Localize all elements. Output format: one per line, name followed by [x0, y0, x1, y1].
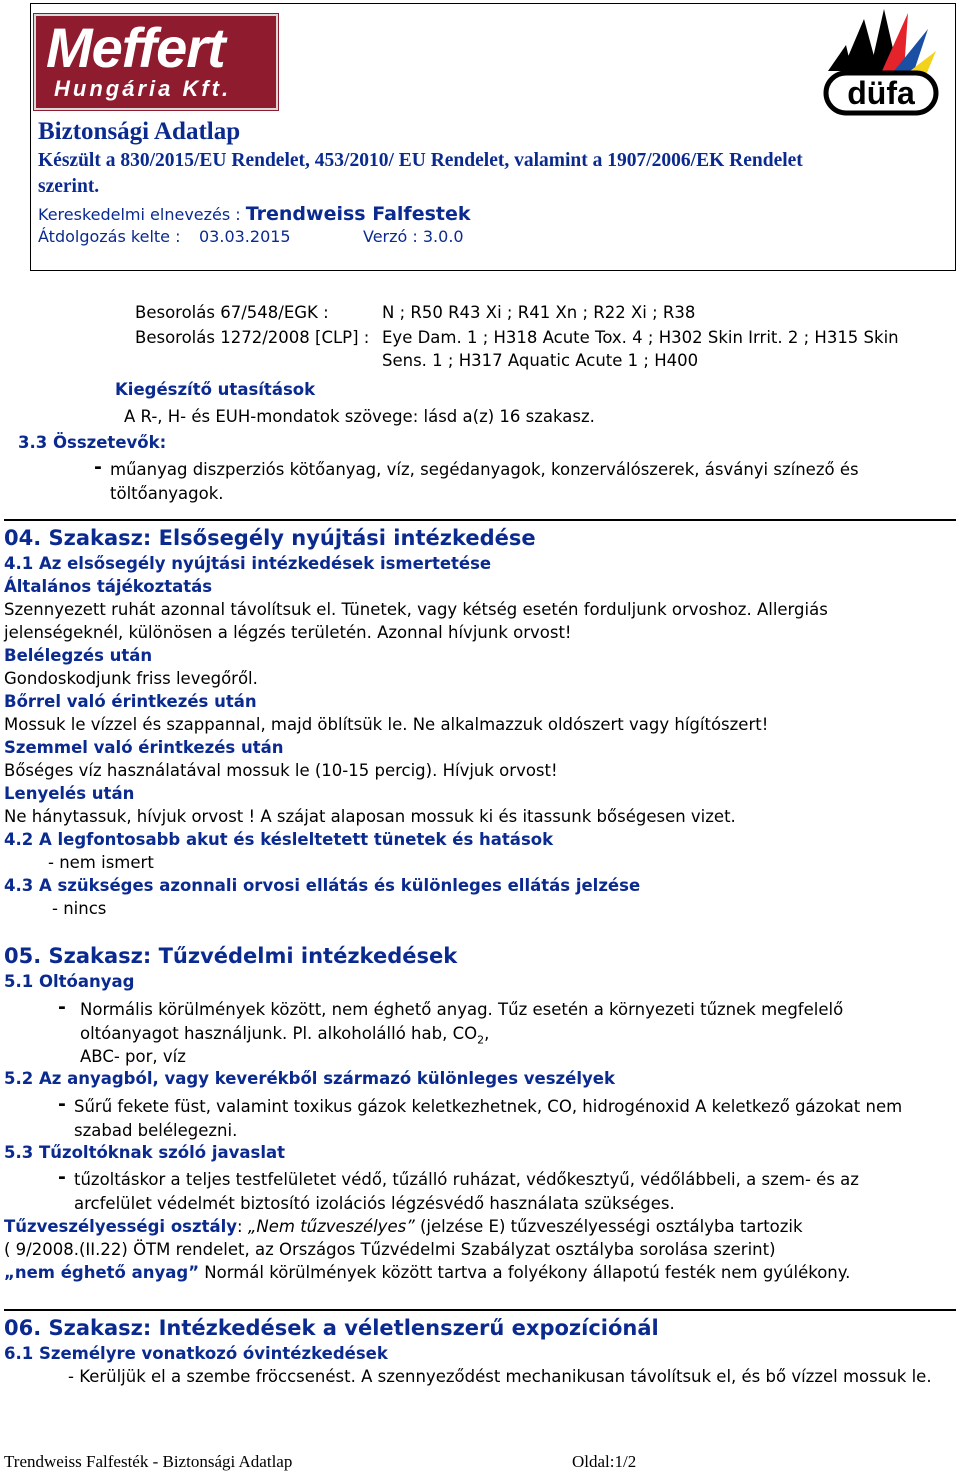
composition-line2: töltőanyagok. — [110, 484, 224, 503]
logo-line2: Hungária Kft. — [54, 76, 232, 101]
section6-heading: 06. Szakasz: Intézkedések a véletlenszerű expozíciónál — [4, 1316, 659, 1340]
revision-date: 03.03.2015 — [199, 227, 291, 246]
eu67-value: N ; R50 R43 Xi ; R41 Xn ; R22 Xi ; R38 — [382, 303, 696, 322]
revision-label: Átdolgozás kelte : — [38, 227, 181, 246]
clp-value-line1: Eye Dam. 1 ; H318 Acute Tox. 4 ; H302 Skin Irrit. 2 ; H315 Skin — [382, 328, 899, 347]
section-divider-6 — [4, 1309, 956, 1311]
clp-value-line2: Sens. 1 ; H317 Aquatic Acute 1 ; H400 — [382, 351, 699, 370]
supplementary-heading: Kiegészítő utasítások — [115, 380, 316, 399]
composition-dash: - — [94, 456, 102, 478]
section5-sub1: 5.1 Oltóanyag — [4, 972, 135, 991]
section5-sub3-line2: arcfelület védelmét biztosító izolációs légzésvédő használata szükséges. — [74, 1194, 675, 1213]
fire-class-line2: ( 9/2008.(II.22) ÖTM rendelet, az Országos Tűzvédelmi Szabályzat osztályba sorolása szerint) — [4, 1240, 776, 1259]
ingestion-heading: Lenyelés után — [4, 784, 135, 803]
section-divider-4 — [4, 519, 956, 521]
fire-class-rest: (jelzése E) tűzveszélyességi osztályba tartozik — [414, 1217, 803, 1236]
inhalation-text: Gondoskodjunk friss levegőről. — [4, 669, 258, 688]
regulation-line-2: szerint. — [38, 176, 100, 197]
section4-heading: 04. Szakasz: Elsősegély nyújtási intézkedése — [4, 526, 536, 550]
section4-sub3: 4.3 A szükséges azonnali orvosi ellátás és különleges ellátás jelzése — [4, 876, 641, 895]
fire-class-label: Tűzveszélyességi osztály — [4, 1217, 238, 1236]
section5-sub1-line3: ABC- por, víz — [80, 1047, 186, 1066]
version-label: Verzó : 3.0.0 — [363, 227, 464, 246]
co2-subscript: 2 — [477, 1033, 485, 1047]
nonflammable-bold: „nem éghető anyag” — [4, 1263, 200, 1282]
footer-left: Trendweiss Falfesték - Biztonsági Adatlap — [4, 1452, 293, 1471]
dufa-logo — [822, 5, 940, 117]
section4-sub3-text: - nincs — [52, 899, 107, 918]
eye-text: Bőséges víz használatával mossuk le (10-15 percig). Hívjuk orvost! — [4, 761, 558, 780]
section5-sub2: 5.2 Az anyagból, vagy keverékből származó különleges veszélyek — [4, 1069, 615, 1088]
section5-sub1-line2 — [80, 1024, 489, 1046]
section5-sub2-line1: Sűrű fekete füst, valamint toxikus gázok keletkezhetnek, CO, hidrogénoxid A keletkező gázokat nem — [74, 1097, 903, 1116]
inhalation-heading: Belélegzés után — [4, 646, 153, 665]
regulation-line-1: Készült a 830/2015/EU Rendelet, 453/2010/ EU Rendelet, valamint a 1907/2006/EK Rendelet — [38, 150, 803, 171]
ingestion-text: Ne hánytassuk, hívjuk orvost ! A szájat alaposan mossuk ki és itassunk bőségesen vizet. — [4, 807, 736, 826]
trade-name-row — [38, 203, 471, 225]
trade-name-label: Kereskedelmi elnevezés : — [38, 205, 241, 224]
general-line1: Szennyezett ruhát azonnal távolítsuk el. Tünetek, vagy kétség esetén forduljunk orvoshoz. Allergiás — [4, 600, 828, 619]
section5-sub2-line2: szabad belélegezni. — [74, 1121, 238, 1140]
section5-sub2-dash: - — [58, 1093, 66, 1115]
section5-sub3-line1: tűzoltáskor a teljes testfelületet védő, tűzálló ruházat, védőkesztyű, védőlábbeli, a szem- és az — [74, 1170, 859, 1189]
nonflammable-line — [4, 1263, 850, 1282]
section4-sub2: 4.2 A legfontosabb akut és késleltetett tünetek és hatások — [4, 830, 554, 849]
supplementary-text: A R-, H- és EUH-mondatok szövege: lásd a(z) 16 szakasz. — [124, 407, 595, 426]
section4-sub1: 4.1 Az elsősegély nyújtási intézkedések ismertetése — [4, 554, 492, 573]
section5-sub1-line2-comma: , — [484, 1024, 490, 1043]
skin-text: Mossuk le vízzel és szappannal, majd öblítsük le. Ne alkalmazzuk oldószert vagy hígítószert! — [4, 715, 769, 734]
clp-label: Besorolás 1272/2008 [CLP] : — [135, 328, 370, 347]
section5-sub1-dash: - — [58, 996, 66, 1018]
fire-class-value: „Nem tűzveszélyes” — [247, 1217, 415, 1236]
dufa-logo-text: düfa — [847, 75, 915, 111]
meffert-logo — [34, 14, 278, 110]
logo-line1: Meffert — [46, 16, 225, 79]
section6-sub1: 6.1 Személyre vonatkozó óvintézkedések — [4, 1344, 388, 1363]
composition-line1: műanyag diszperziós kötőanyag, víz, segédanyagok, konzerválószerek, ásványi színező és — [110, 460, 859, 479]
fire-class-colon: : — [237, 1217, 248, 1236]
section6-sub1-text: - Kerüljük el a szembe fröccsenést. A szennyeződést mechanikusan távolítsuk el, és bő vízzel mossuk le. — [68, 1367, 932, 1386]
document-title: Biztonsági Adatlap — [38, 118, 241, 145]
footer-page: Oldal:1/2 — [572, 1452, 637, 1471]
section5-heading: 05. Szakasz: Tűzvédelmi intézkedések — [4, 944, 458, 968]
fire-class-line1 — [4, 1217, 803, 1236]
composition-heading: 3.3 Összetevők: — [18, 433, 167, 452]
trade-name-value: Trendweiss Falfestek — [245, 203, 471, 225]
section5-sub3-dash: - — [58, 1166, 66, 1188]
eye-heading: Szemmel való érintkezés után — [4, 738, 284, 757]
general-line2: jelenségeknél, különösen a légzés területén. Azonnal hívjunk orvost! — [4, 623, 572, 642]
section5-sub1-line2-text: oltóanyagot használjunk. Pl. alkoholálló hab, CO — [80, 1024, 478, 1043]
eu67-label: Besorolás 67/548/EGK : — [135, 303, 329, 322]
section4-sub2-text: - nem ismert — [48, 853, 154, 872]
skin-heading: Bőrrel való érintkezés után — [4, 692, 257, 711]
section5-sub1-line1: Normális körülmények között, nem éghető anyag. Tűz esetén a környezeti tűznek megfelelő — [80, 1000, 844, 1019]
nonflammable-rest: Normál körülmények között tartva a folyékony állapotú festék nem gyúlékony. — [199, 1263, 851, 1282]
general-heading: Általános tájékoztatás — [4, 577, 213, 596]
section5-sub3: 5.3 Tűzoltóknak szóló javaslat — [4, 1143, 286, 1162]
